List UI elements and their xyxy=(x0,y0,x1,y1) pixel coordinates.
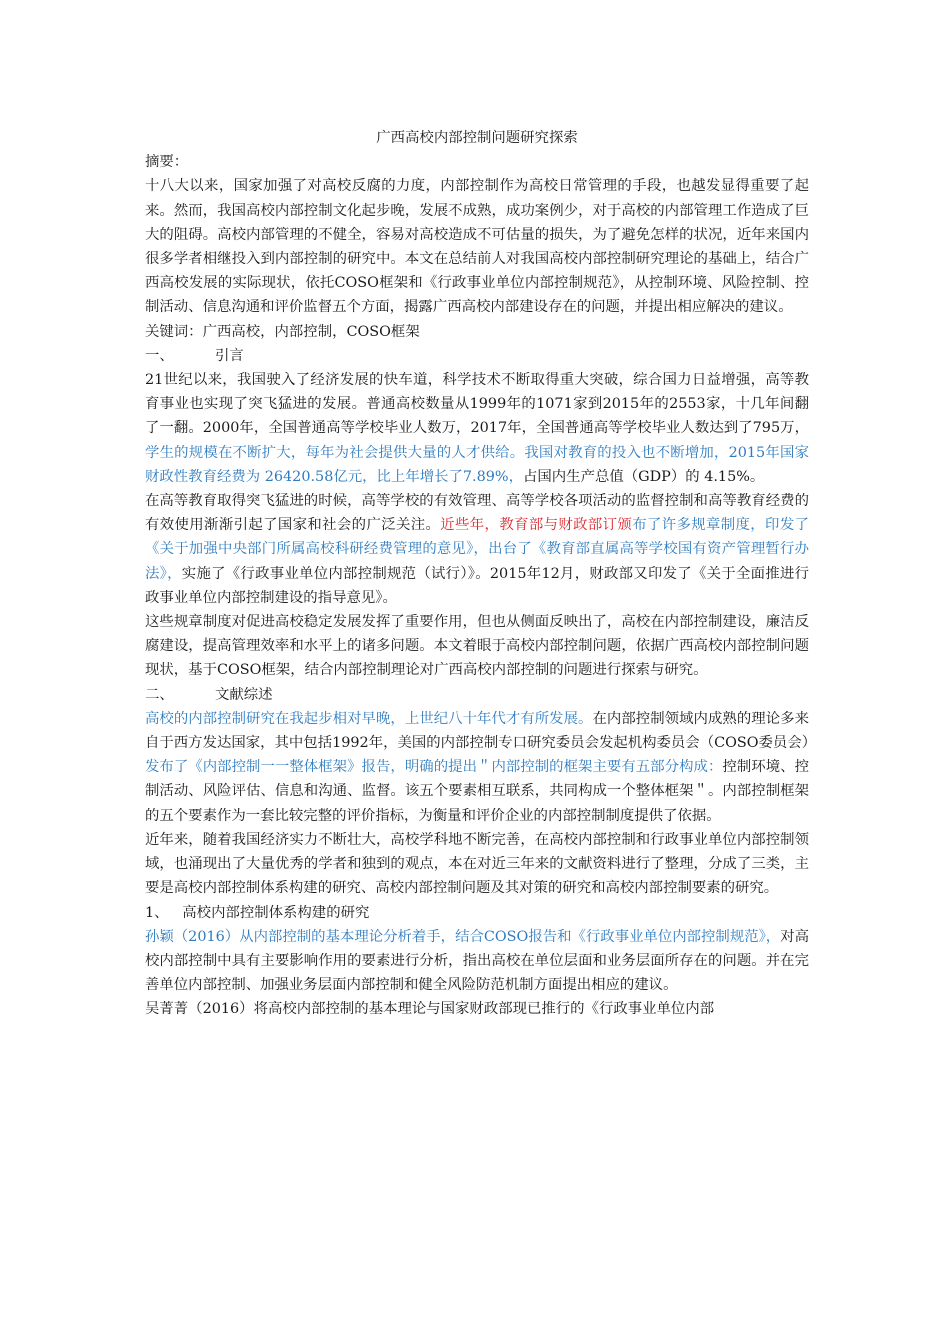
intro-p1-end: 占国内生产总值（GDP）的 4.15%。 xyxy=(523,468,765,485)
intro-paragraph-2 xyxy=(145,489,809,610)
section-number: 二、 xyxy=(145,686,174,703)
lit-p1-text: 在内部控制领域内成熟的理论多来自于西方发达国家，其中包括1992年，美国的内部控制专口研究委员会发起机构委员会（COSO委员会） xyxy=(145,710,817,752)
literature-paragraph-2: 近年来，随着我国经济实力不断壮大，高校学科地不断完善，在高校内部控制和行政事业单位内部控制领域，也涌现出了大量优秀的学者和独到的观点，本在对近三年来的文献资料进行了整理，分成了三类，主要是高校内部控制体系构建的研究、高校内部控制问题及其对策的研究和高校内部控制要素的研究。 xyxy=(145,831,809,897)
abstract-label: 摘要： xyxy=(145,154,189,171)
section-title: 文献综述 xyxy=(214,686,273,703)
literature-paragraph-1 xyxy=(145,707,817,828)
intro-p2-red: 近些年，教育部与财政部订颁 xyxy=(440,517,633,534)
intro-paragraph-1 xyxy=(145,368,809,489)
subsection-1-paragraph-1 xyxy=(145,925,809,998)
lit-p1-end: 控制环境、控制活动、风险评估、信息和沟通、监督。该五个要素相互联系，共同构成一个整体框架＂。内部控制框架的五个要素作为一套比较完整的评价指标，为衡量和评价企业的内部控制制度提供了依据。 xyxy=(145,759,809,824)
subsection-1-paragraph-2: 吴菁菁（2016）将高校内部控制的基本理论与国家财政部现已推行的《行政事业单位内部 xyxy=(145,1001,715,1018)
section-title: 引言 xyxy=(214,347,244,364)
sub1-p1-blue: 孙颖（2016）从内部控制的基本理论分析着手，结合COSO报告和《行政事业单位内部控制规范》， xyxy=(145,928,781,945)
intro-p1-text: 21世纪以来，我国驶入了经济发展的快车道，科学技术不断取得重大突破，综合国力日益增强，高等教育事业也实现了突飞猛进的发展。普通高校数量从1999年的1071家到2015年的2553家，十几年间翻了一翻。2000年，全国普通高等学校毕业人数万，2017年，全国普通高等学校毕业人数达到了795万， xyxy=(145,372,809,437)
intro-p2-end: 实施了《行政事业单位内部控制规范（试行）》。2015年12月，财政部又印发了《关于全面推进行政事业单位内部控制建设的指导意见》。 xyxy=(145,565,809,606)
intro-p1-highlight: 学生的规模在不断扩大，每年为社会提供大量的人才供给。我国对教育的投入也不断增加，2015年国家财政性教育经费为 26420.58亿元，比上年增长了7.89%， xyxy=(145,444,809,485)
subsection-heading-1 xyxy=(145,901,809,925)
section-heading-intro xyxy=(145,344,809,368)
intro-p2-text: 在高等教育取得突飞猛进的时候，高等学校的有效管理、高等学校各项活动的监督控制和高等教育经费的有效使用渐渐引起了国家和社会的广泛关注。 xyxy=(145,493,809,534)
abstract-text: 十八大以来，国家加强了对高校反腐的力度，内部控制作为高校日常管理的手段，也越发显得重要了起来。然而，我国高校内部控制文化起步晚，发展不成熟，成功案例少，对于高校的内部管理工作造成了巨大的阻碍。高校内部管理的不健全，容易对高校造成不可估量的损失，为了避免怎样的状况，近年来国内很多学者相继投入到内部控制的研究中。本文在总结前人对我国高校内部控制研究理论的基础上，结合广西高校发展的实际现状，依托COSO框架和《行政事业单位内部控制规范》，从控制环境、风险控制、控制活动、信息沟通和评价监督五个方面，揭露广西高校内部建设存在的问题，并提出相应解决的建议。 xyxy=(145,178,809,316)
section-number: 一、 xyxy=(145,347,174,364)
lit-p1-blue-start: 高校的内部控制研究在我起步相对早晚，上世纪八十年代才有所发展。 xyxy=(145,710,593,727)
document-body xyxy=(145,126,817,1022)
keywords: 关键词：广西高校，内部控制，COSO框架 xyxy=(145,323,420,340)
subsection-title: 高校内部控制体系构建的研究 xyxy=(182,904,370,921)
intro-paragraph-3: 这些规章制度对促进高校稳定发展发挥了重要作用，但也从侧面反映出了，高校在内部控制建设，廉洁反腐建设，提高管理效率和水平上的诸多问题。本文着眼于高校内部控制问题，依据广西高校内部控制问题现状，基于COSO框架，结合内部控制理论对广西高校内部控制的问题进行探索与研究。 xyxy=(145,614,809,679)
lit-p1-blue-mid: 发布了《内部控制一一整体框架》报告，明确的提出＂内部控制的框架主要有五部分构成： xyxy=(145,759,723,776)
section-heading-literature xyxy=(145,683,809,707)
intro-p2-blue: 布了许多规章制度，印发了《关于加强中央部门所属高校科研经费管理的意见》，出台了《教育部直属高等学校国有资产管理暂行办法》， xyxy=(145,517,809,582)
sub1-p1-text: 对高校内部控制中具有主要影响作用的要素进行分析，指出高校在单位层面和业务层面所存在的问题。并在完善单位内部控制、加强业务层面内部控制和健全风险防范机制方面提出相应的建议。 xyxy=(145,928,809,994)
subsection-number: 1、 xyxy=(145,904,169,921)
document-title: 广西高校内部控制问题研究探索 xyxy=(376,130,578,146)
